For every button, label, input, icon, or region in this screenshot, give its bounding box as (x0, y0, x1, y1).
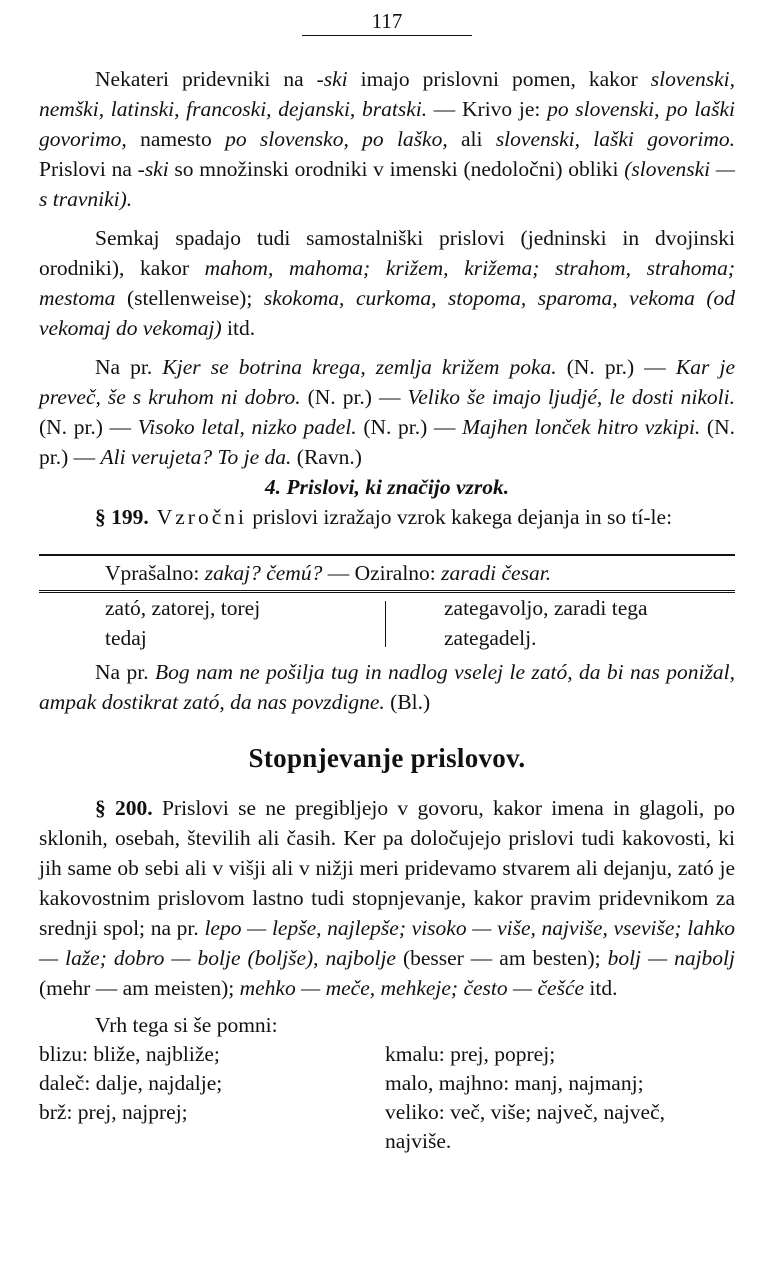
text: (stellenweise); (115, 286, 264, 310)
question-line (39, 556, 735, 590)
text: Prislovi na (39, 157, 138, 181)
text: Na pr. (95, 355, 163, 379)
text: itd. (221, 316, 256, 340)
text: (N. pr.) — (556, 355, 676, 379)
text-italic: Kjer se botrina krega, zemlja križem poka. (162, 355, 557, 379)
table-cell: tedaj (105, 626, 147, 650)
text-italic: po slovenski, po laški govorimo, (39, 97, 735, 151)
text-italic: lepo — lepše, najlepše; visoko — više, najviše, vseviše; lahko — laže; dobro — bolje (boljše), najbolje (39, 916, 735, 970)
table-col-left (39, 593, 385, 653)
text-italic: mahom, mahoma; križem, križema; strahom, strahoma; mestoma (39, 256, 735, 310)
paragraph-examples (39, 352, 735, 472)
text-italic: po slovensko, po laško, (225, 127, 448, 151)
text-italic: bolj — najbolj (607, 946, 735, 970)
table-col-right (386, 593, 648, 653)
text-italic: zakaj? čemú? (204, 561, 323, 585)
text-spaced: Vzročni (148, 505, 247, 529)
text-italic: skokoma, curkoma, stopoma, sparoma, vekoma (od vekomaj do vekomaj) (39, 286, 735, 340)
text: prislovi izražajo vzrok kakega dejanja in so tí-le: (246, 505, 673, 529)
text-italic: Bog nam ne pošilja tug in nadlog vselej le zató, da bi nas ponižal, ampak dostikrat zató, da nas povzdigne. (39, 660, 735, 714)
text-italic: Kar je preveč, še s kruhom ni dobro. (39, 355, 735, 409)
text-italic: (slovenski — s travniki). (39, 157, 736, 211)
text: ali (447, 127, 496, 151)
text: (N. pr.) — (39, 415, 138, 439)
subheading: 4. Prislovi, ki značijo vzrok. (264, 475, 510, 499)
page-header (39, 0, 735, 40)
text: (besser — am besten); (395, 946, 608, 970)
text: imajo prislovni pomen, kakor (347, 67, 651, 91)
text-italic: mehko — meče, mehkeje; često — češće (239, 976, 585, 1000)
text: namesto (126, 127, 226, 151)
adverb-table (39, 593, 735, 653)
text-italic: slovenski, laški govorimo. (495, 127, 735, 151)
text-italic: -ski (137, 157, 169, 181)
text: Prislovi se ne pregibljejo v govoru, kakor imena in glagoli, po sklonih, osebah, številih ali časih. Ker pa določujejo prislovi tudi kakovosti, ki jih same ob sebi ali v višji ali v nižji meri pridevamo stvarem ali dejanju, zató je kakovostnim prislovom lastno tudi stopnjevanje, kakor pravim pridevnikom za srednji spol; na pr. (39, 796, 735, 940)
text: (N. pr.) — (39, 415, 735, 469)
text-italic: Ali verujeta? To je da. (100, 445, 292, 469)
text-italic: Majhen lonček hitro vzkipi. (462, 415, 701, 439)
text: (N. pr.) — (356, 415, 463, 439)
text: (mehr — am meisten); (39, 976, 240, 1000)
section-200 (39, 793, 735, 1003)
text: (Ravn.) (291, 445, 362, 469)
text-italic: Veliko še imajo ljudjé, le dosti nikoli. (407, 385, 736, 409)
text: — Krivo je: (427, 97, 548, 121)
list-item: kmalu: prej, poprej; (385, 1042, 556, 1066)
text: (Bl.) (384, 690, 431, 714)
remember-line: Vrh tega si še pomni: (95, 1013, 278, 1037)
text: Vprašalno: (105, 561, 205, 585)
page-number: 117 (302, 10, 473, 36)
paragraph-ski-adverbs (39, 64, 735, 214)
text-italic: -ski (316, 67, 348, 91)
text: itd. (584, 976, 618, 1000)
comparison-list (39, 1040, 735, 1156)
text-italic: Visoko letal, nizko padel. (137, 415, 357, 439)
list-item: malo, majhno: manj, najmanj; (385, 1071, 644, 1095)
list-item: blizu: bliže, najbliže; (39, 1042, 220, 1066)
list-item: daleč: dalje, najdalje; (39, 1071, 223, 1095)
paragraph-example (39, 657, 735, 717)
section-title: Stopnjevanje prislovov. (248, 743, 526, 773)
list-item: veliko: več, više; največ, največ, najviše. (385, 1100, 665, 1153)
table-cell: zategadelj. (444, 626, 537, 650)
text-italic: zaradi česar. (441, 561, 552, 585)
text: so množinski orodniki v imenski (nedoločni) obliki (168, 157, 625, 181)
table-cell: zató, zatorej, torej (105, 596, 261, 620)
text: Nekateri pridevniki na (95, 67, 317, 91)
section-199 (39, 502, 735, 532)
text: Na pr. (95, 660, 155, 684)
text: — Oziralno: (322, 561, 442, 585)
section-mark: § 200. (95, 796, 153, 820)
text-italic: slovenski, nemški, latinski, francoski, dejanski, bratski. (39, 67, 735, 121)
section-mark: § 199. (95, 505, 149, 529)
list-item: brž: prej, najprej; (39, 1100, 188, 1124)
paragraph-noun-adverbs (39, 223, 735, 343)
text: Semkaj spadajo tudi samostalniški prislovi (jedninski in dvojinski orodniki), kakor (39, 226, 735, 280)
table-cell: zategavoljo, zaradi tega (444, 596, 648, 620)
text: (N. pr.) — (300, 385, 408, 409)
